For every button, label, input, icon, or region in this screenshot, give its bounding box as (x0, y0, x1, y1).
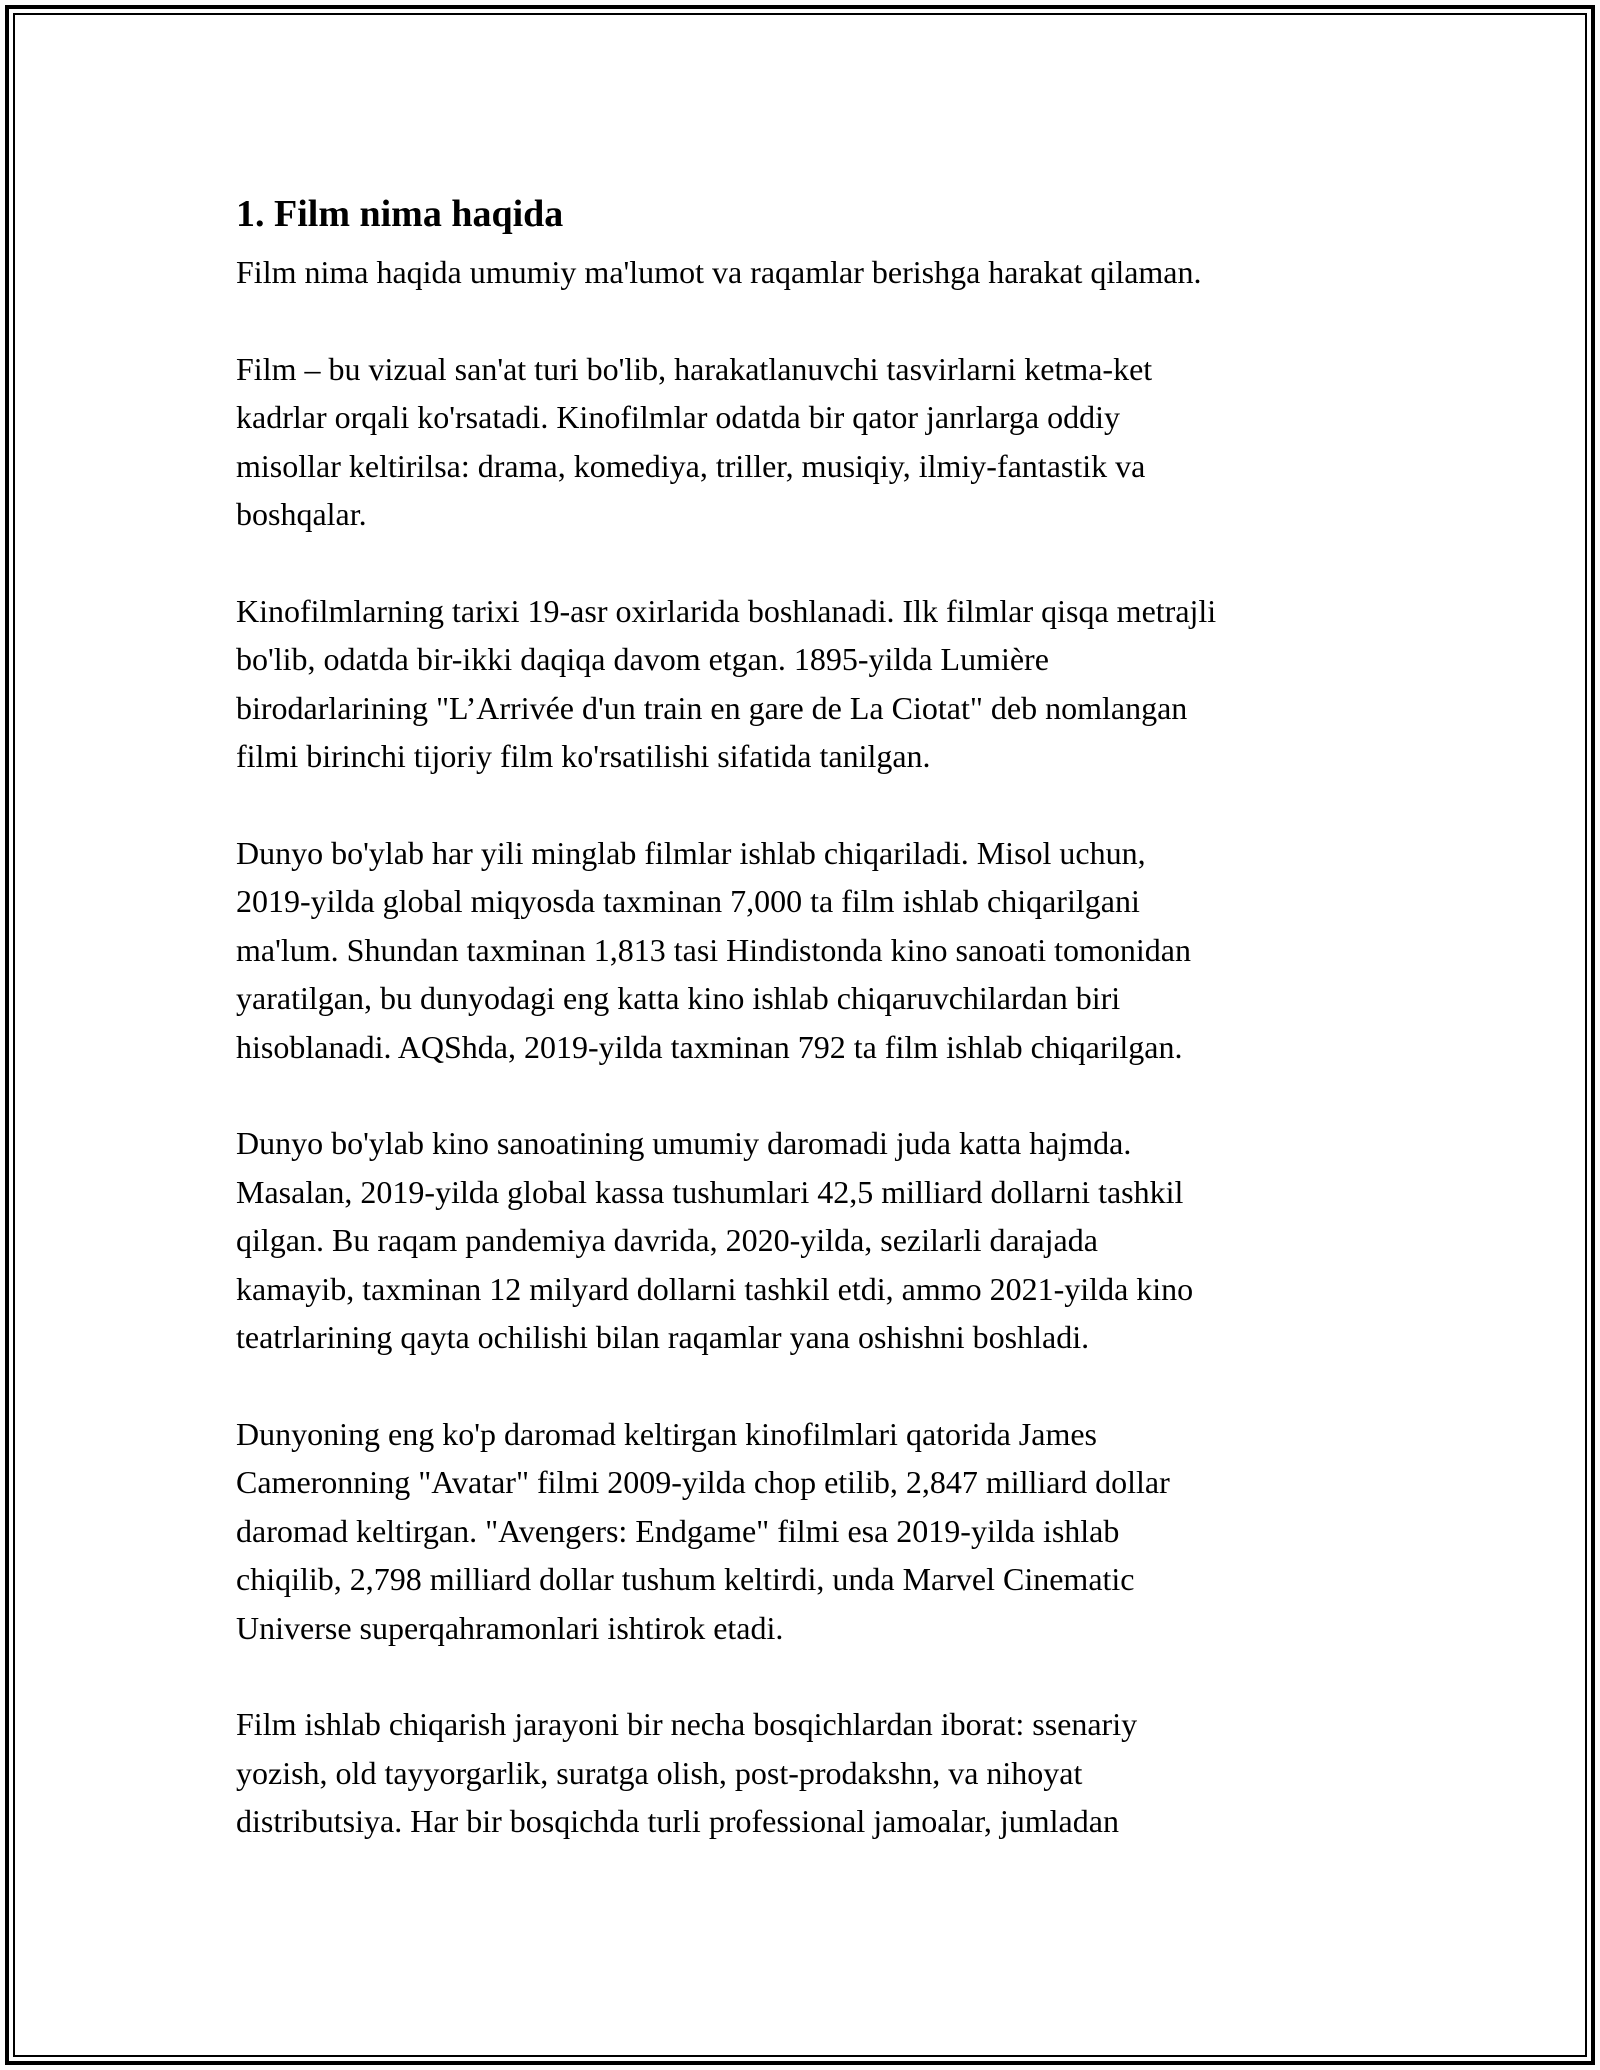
paragraph (236, 1700, 1416, 1846)
paragraph-line: Kinofilmlarning tarixi 19-asr oxirlarida boshlanadi. Ilk filmlar qisqa metrajli (236, 592, 1217, 629)
paragraph-line: chiqilib, 2,798 milliard dollar tushum keltirdi, unda Marvel Cinematic (236, 1561, 1135, 1597)
paragraph-line: yozish, old tayyorgarlik, suratga olish, post-prodakshn, va nihoyat (236, 1754, 1083, 1791)
paragraph (236, 829, 1416, 1072)
paragraph-line: bo'lib, odatda bir-ikki daqiqa davom etgan. 1895-yilda Lumière (236, 641, 1049, 677)
paragraph-line: Dunyo bo'ylab kino sanoatining umumiy daromadi juda katta hajmda. (236, 1125, 1132, 1161)
paragraph-line: 2019-yilda global miqyosda taxminan 7,000 ta film ishlab chiqarilgani (236, 883, 1140, 919)
paragraph-line: qilgan. Bu raqam pandemiya davrida, 2020-yilda, sezilarli darajada (236, 1222, 1098, 1258)
paragraph-line: Film nima haqida umumiy ma'lumot va raqamlar berishga harakat qilaman. (236, 254, 1202, 290)
paragraph-line: kadrlar orqali ko'rsatadi. Kinofilmlar odatda bir qator janrlarga oddiy (236, 399, 1120, 435)
paragraph-list (236, 248, 1416, 1846)
paragraph-line: yaratilgan, bu dunyodagi eng katta kino ishlab chiqaruvchilardan biri (236, 980, 1121, 1016)
paragraph-line: hisoblanadi. AQShda, 2019-yilda taxminan 792 ta film ishlab chiqarilgan. (236, 1028, 1183, 1065)
paragraph (236, 1119, 1416, 1362)
section-heading: 1. Film nima haqida (236, 193, 564, 235)
paragraph-line: birodarlarining "L’Arrivée d'un train en gare de La Ciotat" deb nomlangan (236, 689, 1188, 726)
paragraph-line: Film ishlab chiqarish jarayoni bir necha bosqichlardan iborat: ssenariy (236, 1706, 1138, 1742)
paragraph-line: Cameronning "Avatar" filmi 2009-yilda chop etilib, 2,847 milliard dollar (236, 1464, 1170, 1500)
paragraph-line: ma'lum. Shundan taxminan 1,813 tasi Hindistonda kino sanoati tomonidan (236, 931, 1191, 968)
document-body (236, 184, 1416, 1894)
paragraph (236, 1410, 1416, 1653)
paragraph-line: teatrlarining qayta ochilishi bilan raqamlar yana oshishni boshladi. (236, 1319, 1090, 1355)
paragraph-line: kamayib, taxminan 12 milyard dollarni tashkil etdi, ammo 2021-yilda kino (236, 1270, 1194, 1307)
paragraph (236, 248, 1416, 297)
paragraph (236, 345, 1416, 539)
paragraph (236, 587, 1416, 781)
paragraph-line: boshqalar. (236, 496, 367, 532)
paragraph-line: daromad keltirgan. "Avengers: Endgame" filmi esa 2019-yilda ishlab (236, 1512, 1120, 1549)
paragraph-line: Film – bu vizual san'at turi bo'lib, harakatlanuvchi tasvirlarni ketma-ket (236, 350, 1153, 387)
paragraph-line: filmi birinchi tijoriy film ko'rsatilishi sifatida tanilgan. (236, 738, 931, 774)
paragraph-line: Dunyo bo'ylab har yili minglab filmlar ishlab chiqariladi. Misol uchun, (236, 834, 1146, 871)
paragraph-line: misollar keltirilsa: drama, komediya, triller, musiqiy, ilmiy-fantastik va (236, 447, 1146, 484)
paragraph-line: Masalan, 2019-yilda global kassa tushumlari 42,5 milliard dollarni tashkil (236, 1173, 1184, 1210)
paragraph-line: distributsiya. Har bir bosqichda turli professional jamoalar, jumladan (236, 1803, 1119, 1839)
paragraph-line: Dunyoning eng ko'p daromad keltirgan kinofilmlari qatorida James (236, 1415, 1097, 1452)
paragraph-line: Universe superqahramonlari ishtirok etadi. (236, 1609, 784, 1646)
